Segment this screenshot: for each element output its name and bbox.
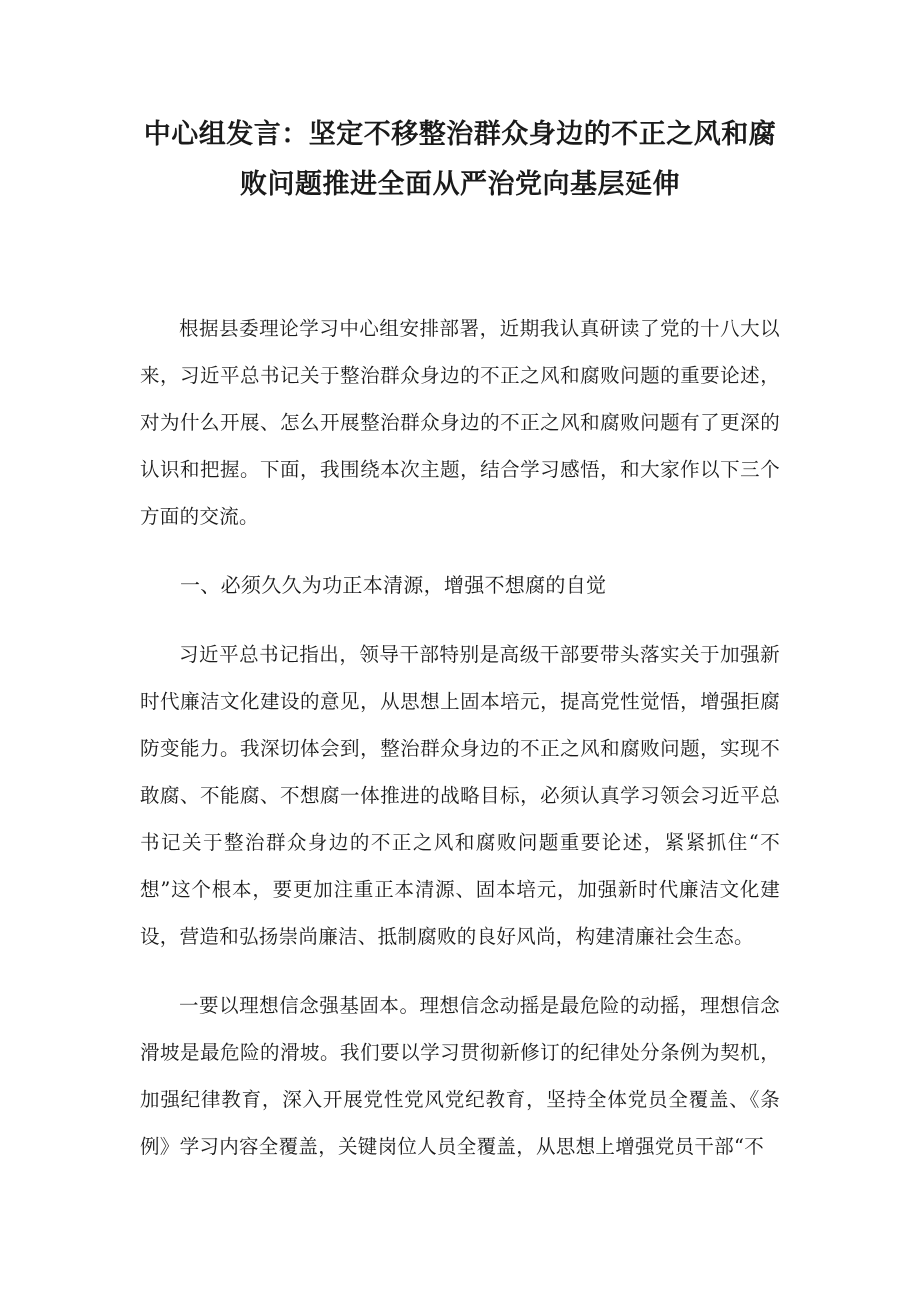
section-1-paragraph-2: 一要以理想信念强基固本。理想信念动摇是最危险的动摇，理想信念滑坡是最危险的滑坡。我们要以学习贯彻新修订的纪律处分条例为契机，加强纪律教育，深入开展党性党风党纪教育，坚持全体党员全覆盖、《条例》学习内容全覆盖，关键岗位人员全覆盖，从思想上增强党员干部“不 [140, 994, 780, 1158]
document-title: 中心组发言：坚定不移整治群众身边的不正之风和腐败问题推进全面从严治党向基层延伸 [143, 119, 777, 200]
intro-paragraph: 根据县委理论学习中心组安排部署，近期我认真研读了党的十八大以来，习近平总书记关于整治群众身边的不正之风和腐败问题的重要论述，对为什么开展、怎么开展整治群众身边的不正之风和腐败问题有了更深的认识和把握。下面，我围绕本次主题，结合学习感悟，和大家作以下三个方面的交流。 [140, 317, 780, 528]
section-1-paragraph-1: 习近平总书记指出，领导干部特别是高级干部要带头落实关于加强新时代廉洁文化建设的意见，从思想上固本培元，提高党性觉悟，增强拒腐防变能力。我深切体会到，整治群众身边的不正之风和腐败问题，实现不敢腐、不能腐、不想腐一体推进的战略目标，必须认真学习领会习近平总书记关于整治群众身边的不正之风和腐败问题重要论述，紧紧抓住“不想”这个根本，要更加注重正本清源、固本培元，加强新时代廉洁文化建设，营造和弘扬崇尚廉洁、抵制腐败的良好风尚，构建清廉社会生态。 [140, 643, 780, 948]
section-1-heading: 一、必须久久为功正本清源，增强不想腐的自觉 [180, 573, 607, 597]
